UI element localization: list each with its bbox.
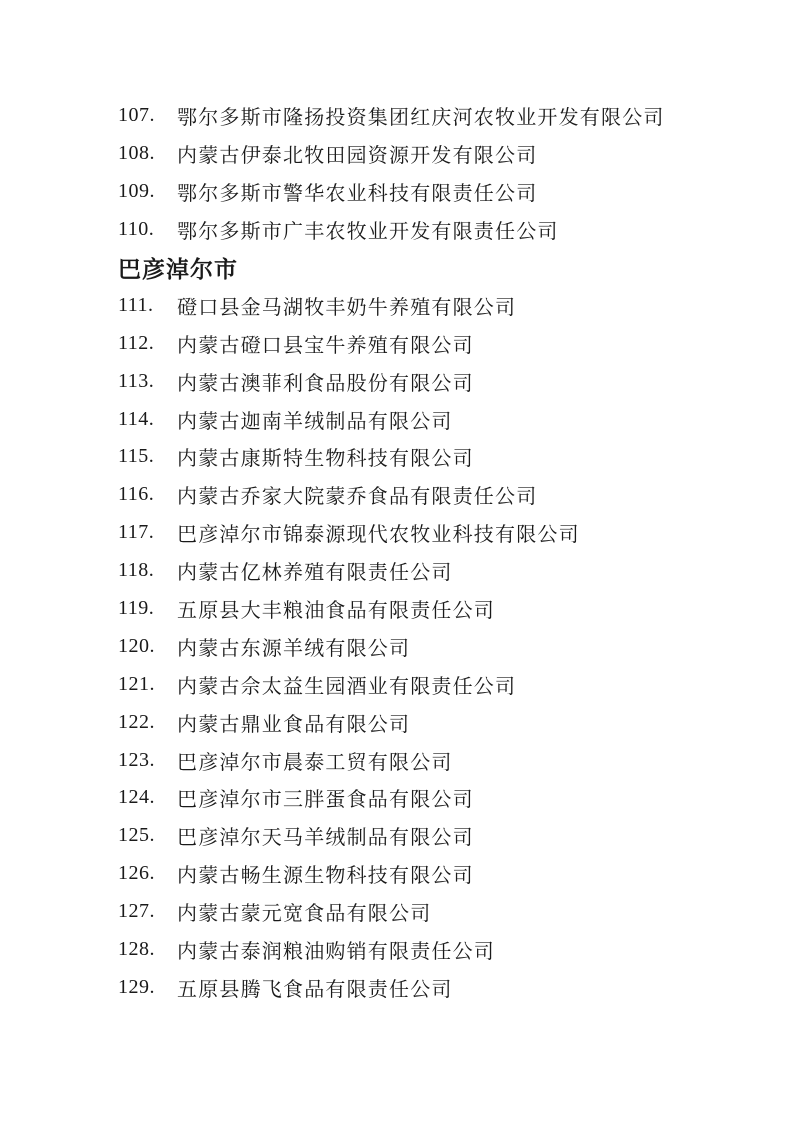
company-name: 内蒙古迦南羊绒制品有限公司: [177, 410, 453, 433]
company-name: 鄂尔多斯市广丰农牧业开发有限责任公司: [177, 221, 559, 244]
company-name: 内蒙古磴口县宝牛养殖有限公司: [177, 334, 474, 357]
list-item: [118, 400, 678, 438]
list-item: [118, 741, 678, 779]
list-item: [118, 893, 678, 931]
list-item-number: 127.: [118, 900, 155, 923]
list-item-number: 128.: [118, 938, 155, 961]
list-item-number: 121.: [118, 672, 155, 695]
list-item: [118, 931, 678, 969]
company-name: 五原县大丰粮油食品有限责任公司: [177, 600, 495, 623]
list-item-number: 117.: [118, 521, 155, 544]
list-item-number: 122.: [118, 710, 155, 733]
section-header-city: 巴彦淖尔市: [118, 256, 238, 282]
list-item-number: 115.: [118, 445, 155, 468]
list-item: [118, 286, 678, 324]
company-name: 巴彦淖尔市三胖蛋食品有限公司: [177, 789, 474, 812]
list-item-number: 120.: [118, 634, 155, 657]
list-item-number: 123.: [118, 748, 155, 771]
list-item: [118, 855, 678, 893]
company-name: 磴口县金马湖牧丰奶牛养殖有限公司: [177, 296, 517, 319]
list-item-number: 116.: [118, 483, 155, 506]
company-name: 内蒙古亿林养殖有限责任公司: [177, 562, 453, 585]
list-item-number: 109.: [118, 180, 155, 203]
list-item-number: 126.: [118, 862, 155, 885]
list-item: [118, 211, 678, 249]
company-name: 鄂尔多斯市隆扬投资集团红庆河农牧业开发有限公司: [177, 107, 665, 130]
company-name: 鄂尔多斯市警华农业科技有限责任公司: [177, 183, 538, 206]
list-item: [118, 173, 678, 211]
list-item: [118, 97, 678, 135]
list-item-number: 129.: [118, 975, 155, 998]
company-name: 内蒙古畅生源生物科技有限公司: [177, 865, 474, 888]
list-item-number: 114.: [118, 407, 155, 430]
list-item: [118, 817, 678, 855]
company-list: [118, 97, 678, 1006]
list-item: [118, 324, 678, 362]
company-name: 内蒙古泰润粮油购销有限责任公司: [177, 941, 495, 964]
list-item-number: 125.: [118, 824, 155, 847]
list-item: [118, 135, 678, 173]
company-name: 内蒙古康斯特生物科技有限公司: [177, 448, 474, 471]
company-name: 内蒙古东源羊绒有限公司: [177, 637, 411, 660]
list-item: [118, 438, 678, 476]
list-item-number: 107.: [118, 104, 155, 127]
list-item-number: 108.: [118, 142, 155, 165]
list-item-number: 124.: [118, 786, 155, 809]
company-name: 内蒙古乔家大院蒙乔食品有限责任公司: [177, 486, 538, 509]
list-item: [118, 968, 678, 1006]
company-name: 五原县腾飞食品有限责任公司: [177, 978, 453, 1001]
list-item: [118, 779, 678, 817]
list-item-number: 119.: [118, 597, 155, 620]
company-name: 内蒙古蒙元宽食品有限公司: [177, 903, 432, 926]
company-name: 内蒙古佘太益生园酒业有限责任公司: [177, 675, 517, 698]
list-item: [118, 627, 678, 665]
list-item-number: 112.: [118, 331, 155, 354]
company-name: 内蒙古澳菲利食品股份有限公司: [177, 372, 474, 395]
company-name: 巴彦淖尔市锦泰源现代农牧业科技有限公司: [177, 524, 580, 547]
list-item: [118, 552, 678, 590]
list-item: [118, 665, 678, 703]
company-name: 巴彦淖尔天马羊绒制品有限公司: [177, 827, 474, 850]
list-item: [118, 514, 678, 552]
company-name: 内蒙古伊泰北牧田园资源开发有限公司: [177, 145, 538, 168]
list-item: [118, 362, 678, 400]
company-name: 巴彦淖尔市晨泰工贸有限公司: [177, 751, 453, 774]
list-item: [118, 590, 678, 628]
list-item: [118, 703, 678, 741]
list-item-number: 110.: [118, 218, 155, 241]
list-item-number: 113.: [118, 369, 155, 392]
list-item: [118, 476, 678, 514]
company-name: 内蒙古鼎业食品有限公司: [177, 713, 411, 736]
list-item-number: 111.: [118, 293, 154, 316]
list-item-number: 118.: [118, 559, 155, 582]
